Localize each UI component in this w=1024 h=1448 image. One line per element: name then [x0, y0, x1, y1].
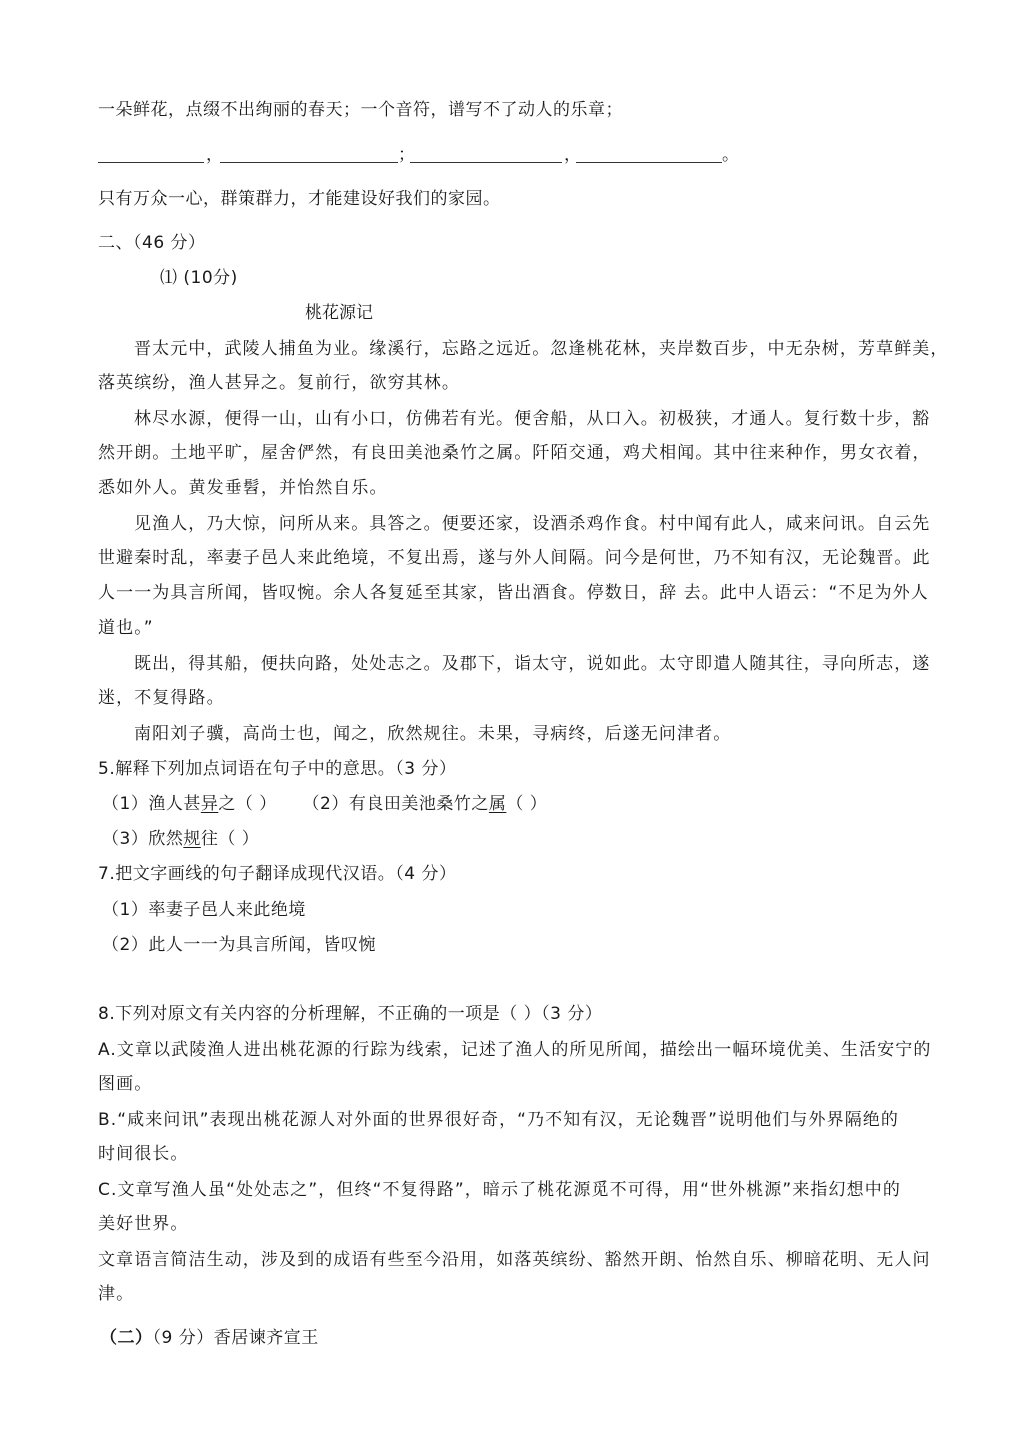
- q8-option-line: 图画。: [98, 1074, 153, 1094]
- q5-item2-pre: （2）有良田美池桑竹之: [302, 794, 489, 814]
- q7-stem: 7.把文字画线的句子翻译成现代汉语。（4 分）: [98, 864, 457, 884]
- answer-blank-3[interactable]: [410, 162, 562, 163]
- passage-line: 道也。”: [98, 618, 154, 638]
- q8-option-line: B.“咸来问讯”表现出桃花源人对外面的世界很好奇，“乃不知有汉，无论魏晋”说明他们与外界隔绝的: [98, 1110, 899, 1130]
- passage-line: 落英缤纷，渔人甚异之。复前行，欲穷其林。: [98, 373, 460, 393]
- q5-items-row: [102, 792, 547, 816]
- passage-line: 既出，得其船，便扶向路，处处志之。及郡下，诣太守，说如此。太守即遣人随其往，寻向所志，遂: [134, 654, 931, 674]
- sep-comma-1: ，: [206, 145, 223, 165]
- passage-title: 桃花源记: [305, 303, 373, 323]
- section2-heading: 二、（46 分）: [98, 233, 206, 253]
- q8-option-line: 美好世界。: [98, 1214, 189, 1234]
- section3-label-bold: （二）: [100, 1328, 153, 1348]
- section3-label-rest: （9 分）香居谏齐宣王: [152, 1328, 319, 1348]
- q5-item2-post: （ ）: [506, 794, 548, 814]
- q8-option-line: 时间很长。: [98, 1144, 189, 1164]
- q8-option-line: 津。: [98, 1284, 135, 1304]
- q5-item3-pre: （3）欣然: [102, 829, 184, 849]
- q7-item2: （2）此人一一为具言所闻，皆叹惋: [102, 935, 376, 955]
- passage-line: 南阳刘子骥，高尚士也，闻之，欣然规往。未果，寻病终，后遂无问津者。: [134, 724, 732, 744]
- q5-item1-post: 之（ ）: [218, 794, 277, 814]
- passage-line: 悉如外人。黄发垂髫，并怡然自乐。: [98, 478, 388, 498]
- answer-blank-4[interactable]: [576, 162, 722, 163]
- passage-line: 晋太元中，武陵人捕鱼为业。缘溪行，忘路之远近。忽逢桃花林，夹岸数百步，中无杂树，芳草鲜美，: [134, 339, 949, 359]
- q5-item2-word: 属: [488, 794, 507, 814]
- section2-sub1: ⑴ (10分): [160, 268, 238, 288]
- passage-line: 林尽水源，便得一山，山有小口，仿佛若有光。便舍船，从口入。初极狭，才通人。复行数十步，豁: [134, 409, 931, 429]
- q4-line1: 一朵鲜花，点缀不出绚丽的春天；一个音符，谱写不了动人的乐章；: [98, 100, 623, 120]
- q5-item1-pre: （1）渔人甚: [102, 794, 201, 814]
- q8-option-line: 文章语言简洁生动，涉及到的成语有些至今沿用，如落英缤纷、豁然开朗、怡然自乐、柳暗花明、无人问: [98, 1250, 931, 1270]
- q8-stem: 8.下列对原文有关内容的分析理解，不正确的一项是（ ）（3 分）: [98, 1004, 603, 1024]
- q4-blank-row: [98, 143, 738, 167]
- section3-heading: [100, 1326, 319, 1350]
- answer-blank-2[interactable]: [220, 162, 398, 163]
- q7-item1: （1）率妻子邑人来此绝境: [102, 900, 306, 920]
- answer-blank-1[interactable]: [98, 162, 204, 163]
- q8-option-line: C.文章写渔人虽“处处志之”，但终“不复得路”，暗示了桃花源觅不可得，用“世外桃源”来指幻想中的: [98, 1180, 901, 1200]
- passage-line: 迷，不复得路。: [98, 688, 225, 708]
- q4-line3: 只有万众一心，群策群力，才能建设好我们的家园。: [98, 189, 501, 209]
- passage-line: 见渔人，乃大惊，问所从来。具答之。便要还家，设酒杀鸡作食。村中闻有此人，咸来问讯。自云先: [134, 514, 931, 534]
- q5-item3-word: 规: [183, 829, 201, 849]
- sep-comma-2: ，: [564, 145, 581, 165]
- sep-period: 。: [722, 145, 739, 165]
- q5-item3: [102, 827, 259, 851]
- q5-item3-post: 往（ ）: [200, 829, 260, 849]
- passage-line: 然开朗。土地平旷，屋舍俨然，有良田美池桑竹之属。阡陌交通，鸡犬相闻。其中往来种作，男女衣着，: [98, 443, 931, 463]
- passage-line: 世避秦时乱，率妻子邑人来此绝境，不复出焉，遂与外人间隔。问今是何世，乃不知有汉，无论魏晋。此: [98, 548, 931, 568]
- q8-option-line: A.文章以武陵渔人进出桃花源的行踪为线索，记述了渔人的所见所闻，描绘出一幅环境优美、生活安宁的: [98, 1040, 932, 1060]
- passage-line: 人一一为具言所闻，皆叹惋。余人各复延至其家，皆出酒食。停数日，辞 去。此中人语云：“不足为外人: [98, 583, 929, 603]
- q5-stem: 5.解释下列加点词语在句子中的意思。（3 分）: [98, 759, 457, 779]
- q5-item1-word: 异: [200, 794, 219, 814]
- sep-semicolon: ；: [398, 145, 415, 165]
